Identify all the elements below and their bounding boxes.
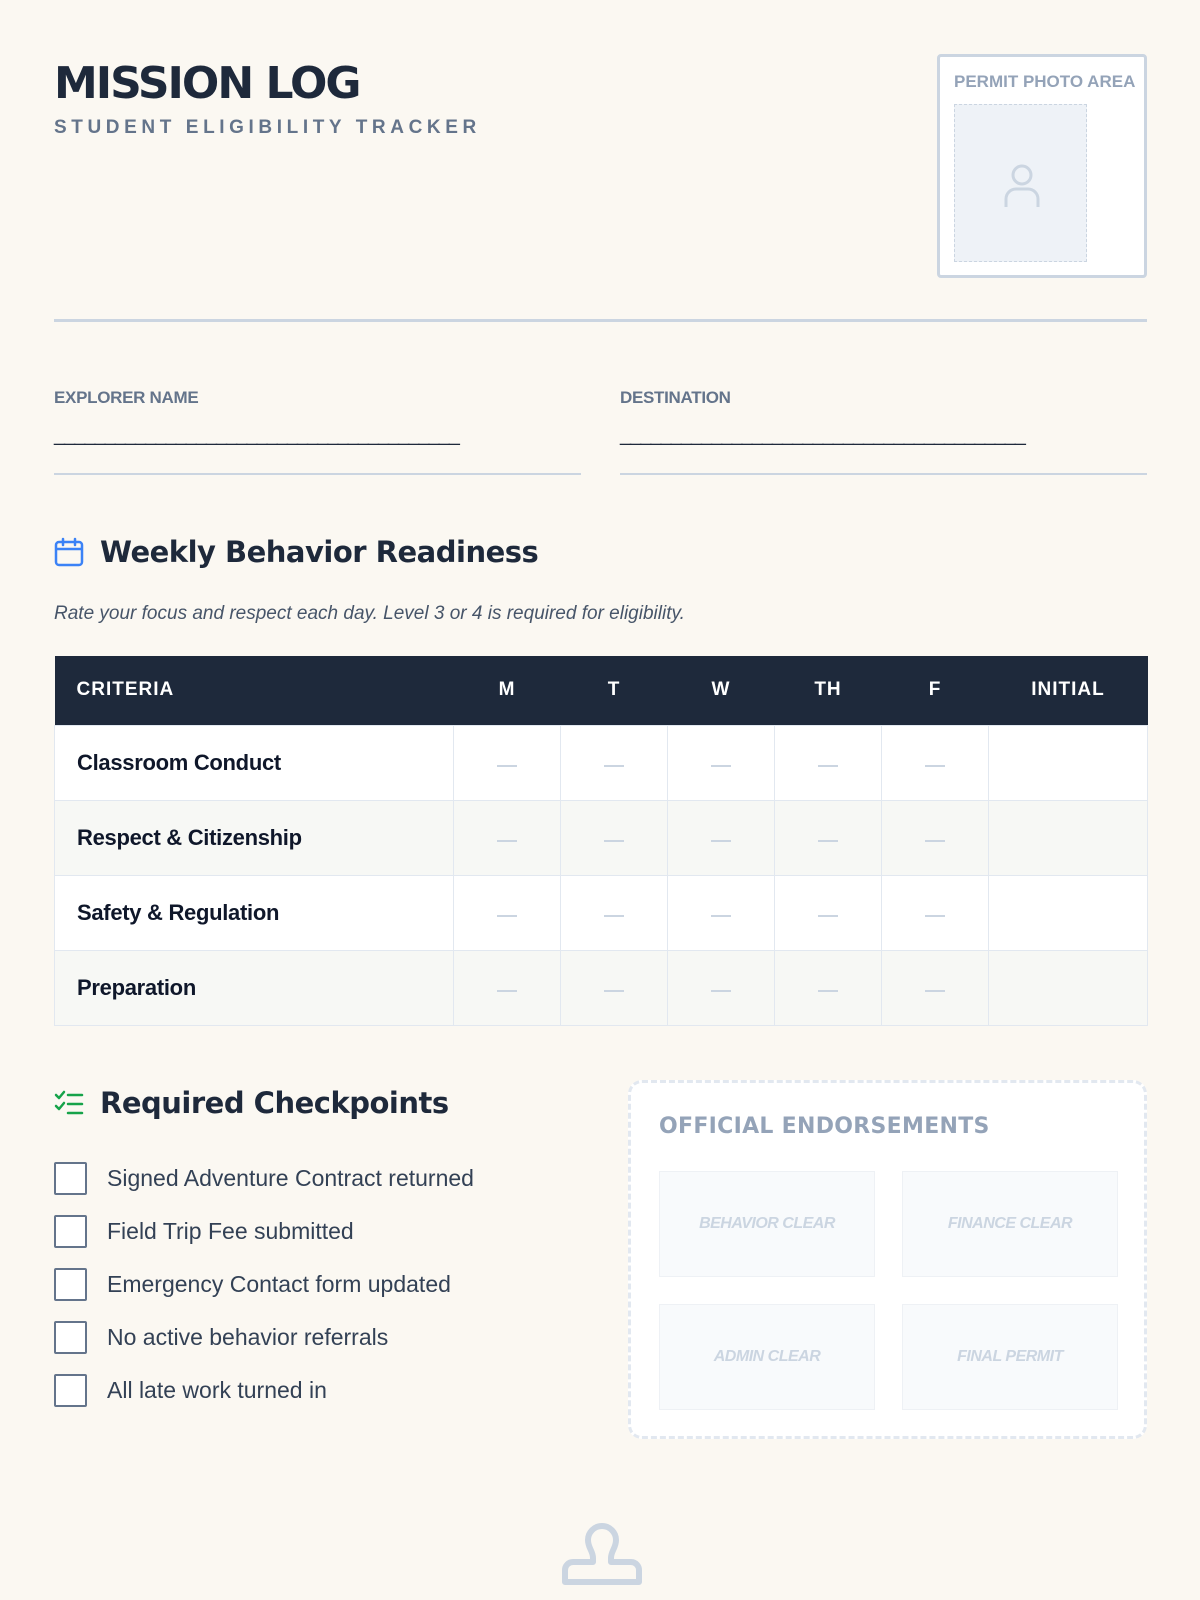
criteria-cell: Safety & Regulation <box>55 875 454 950</box>
rating-cell[interactable] <box>668 950 775 1025</box>
explorer-name-label: EXPLORER NAME <box>54 388 199 407</box>
checkpoint-label: Signed Adventure Contract returned <box>107 1165 474 1191</box>
initial-cell[interactable] <box>989 725 1148 800</box>
checkpoint-item[interactable] <box>54 1258 474 1311</box>
checkpoint-label: Field Trip Fee submitted <box>107 1218 354 1244</box>
initial-cell[interactable] <box>989 875 1148 950</box>
checkbox[interactable] <box>54 1268 87 1301</box>
behavior-instructions: Rate your focus and respect each day. Level 3 or 4 is required for eligibility. <box>54 603 685 624</box>
checkpoint-item[interactable] <box>54 1152 474 1205</box>
checkbox[interactable] <box>54 1162 87 1195</box>
column-header-thursday: TH <box>775 656 882 725</box>
rating-cell[interactable] <box>668 875 775 950</box>
permit-photo-box[interactable] <box>937 54 1147 278</box>
column-header-wednesday: W <box>668 656 775 725</box>
checkpoint-item[interactable] <box>54 1311 474 1364</box>
rating-cell[interactable] <box>775 950 882 1025</box>
checklist-icon <box>54 1088 84 1118</box>
table-header-row <box>55 656 1148 725</box>
rating-cell[interactable] <box>454 875 561 950</box>
table-row <box>55 725 1148 800</box>
rating-cell[interactable] <box>561 800 668 875</box>
checkpoint-label: All late work turned in <box>107 1377 327 1403</box>
behavior-section-header <box>54 535 538 569</box>
stamp-slot-behavior[interactable]: BEHAVIOR CLEAR <box>659 1171 875 1277</box>
destination-label: DESTINATION <box>620 388 731 407</box>
criteria-cell: Classroom Conduct <box>55 725 454 800</box>
rating-cell[interactable] <box>454 950 561 1025</box>
stamp-slot-admin[interactable]: ADMIN CLEAR <box>659 1304 875 1410</box>
checkpoint-label: No active behavior referrals <box>107 1324 389 1350</box>
checkpoints-section-header <box>54 1086 449 1120</box>
header-divider <box>54 319 1147 322</box>
page-title: MISSION LOG <box>54 58 360 109</box>
rating-cell[interactable] <box>454 725 561 800</box>
endorsements-title: OFFICIAL ENDORSEMENTS <box>659 1114 990 1139</box>
rating-cell[interactable] <box>882 800 989 875</box>
rating-cell[interactable] <box>882 875 989 950</box>
column-header-monday: M <box>454 656 561 725</box>
rating-cell[interactable] <box>775 875 882 950</box>
table-row <box>55 800 1148 875</box>
initial-cell[interactable] <box>989 800 1148 875</box>
criteria-cell: Respect & Citizenship <box>55 800 454 875</box>
endorsements-box <box>628 1080 1147 1439</box>
rating-cell[interactable] <box>561 875 668 950</box>
calendar-icon <box>54 537 84 567</box>
checkpoint-item[interactable] <box>54 1205 474 1258</box>
user-icon <box>1003 161 1041 209</box>
destination-field[interactable] <box>620 388 1147 446</box>
criteria-cell: Preparation <box>55 950 454 1025</box>
explorer-name-underline <box>54 473 581 475</box>
stamp-icon <box>560 1522 644 1600</box>
mission-log-page <box>54 0 1147 1600</box>
rating-cell[interactable] <box>775 725 882 800</box>
explorer-name-field[interactable] <box>54 388 581 446</box>
checkbox[interactable] <box>54 1374 87 1407</box>
checkbox[interactable] <box>54 1321 87 1354</box>
stamp-slot-final-permit[interactable]: FINAL PERMIT <box>902 1304 1118 1410</box>
rating-cell[interactable] <box>454 800 561 875</box>
explorer-name-input[interactable]: ________________________________________ <box>54 424 459 446</box>
rating-cell[interactable] <box>668 725 775 800</box>
page-subtitle: STUDENT ELIGIBILITY TRACKER <box>54 117 481 138</box>
destination-underline <box>620 473 1147 475</box>
stamp-slot-finance[interactable]: FINANCE CLEAR <box>902 1171 1118 1277</box>
behavior-section-title: Weekly Behavior Readiness <box>100 535 539 569</box>
table-row <box>55 950 1148 1025</box>
rating-cell[interactable] <box>775 800 882 875</box>
rating-cell[interactable] <box>561 950 668 1025</box>
checkpoint-item[interactable] <box>54 1364 474 1417</box>
destination-input[interactable]: ________________________________________ <box>620 424 1025 446</box>
rating-cell[interactable] <box>561 725 668 800</box>
column-header-initial: INITIAL <box>989 656 1148 725</box>
permit-photo-label: PERMIT PHOTO AREA <box>954 72 1136 91</box>
checkpoint-list <box>54 1152 474 1417</box>
checkpoint-label: Emergency Contact form updated <box>107 1271 451 1297</box>
behavior-table <box>54 656 1148 1026</box>
column-header-criteria: CRITERIA <box>55 656 454 725</box>
column-header-friday: F <box>882 656 989 725</box>
rating-cell[interactable] <box>668 800 775 875</box>
checkpoints-section-title: Required Checkpoints <box>100 1086 449 1120</box>
initial-cell[interactable] <box>989 950 1148 1025</box>
column-header-tuesday: T <box>561 656 668 725</box>
checkbox[interactable] <box>54 1215 87 1248</box>
rating-cell[interactable] <box>882 950 989 1025</box>
rating-cell[interactable] <box>882 725 989 800</box>
photo-placeholder <box>954 104 1087 262</box>
table-row <box>55 875 1148 950</box>
